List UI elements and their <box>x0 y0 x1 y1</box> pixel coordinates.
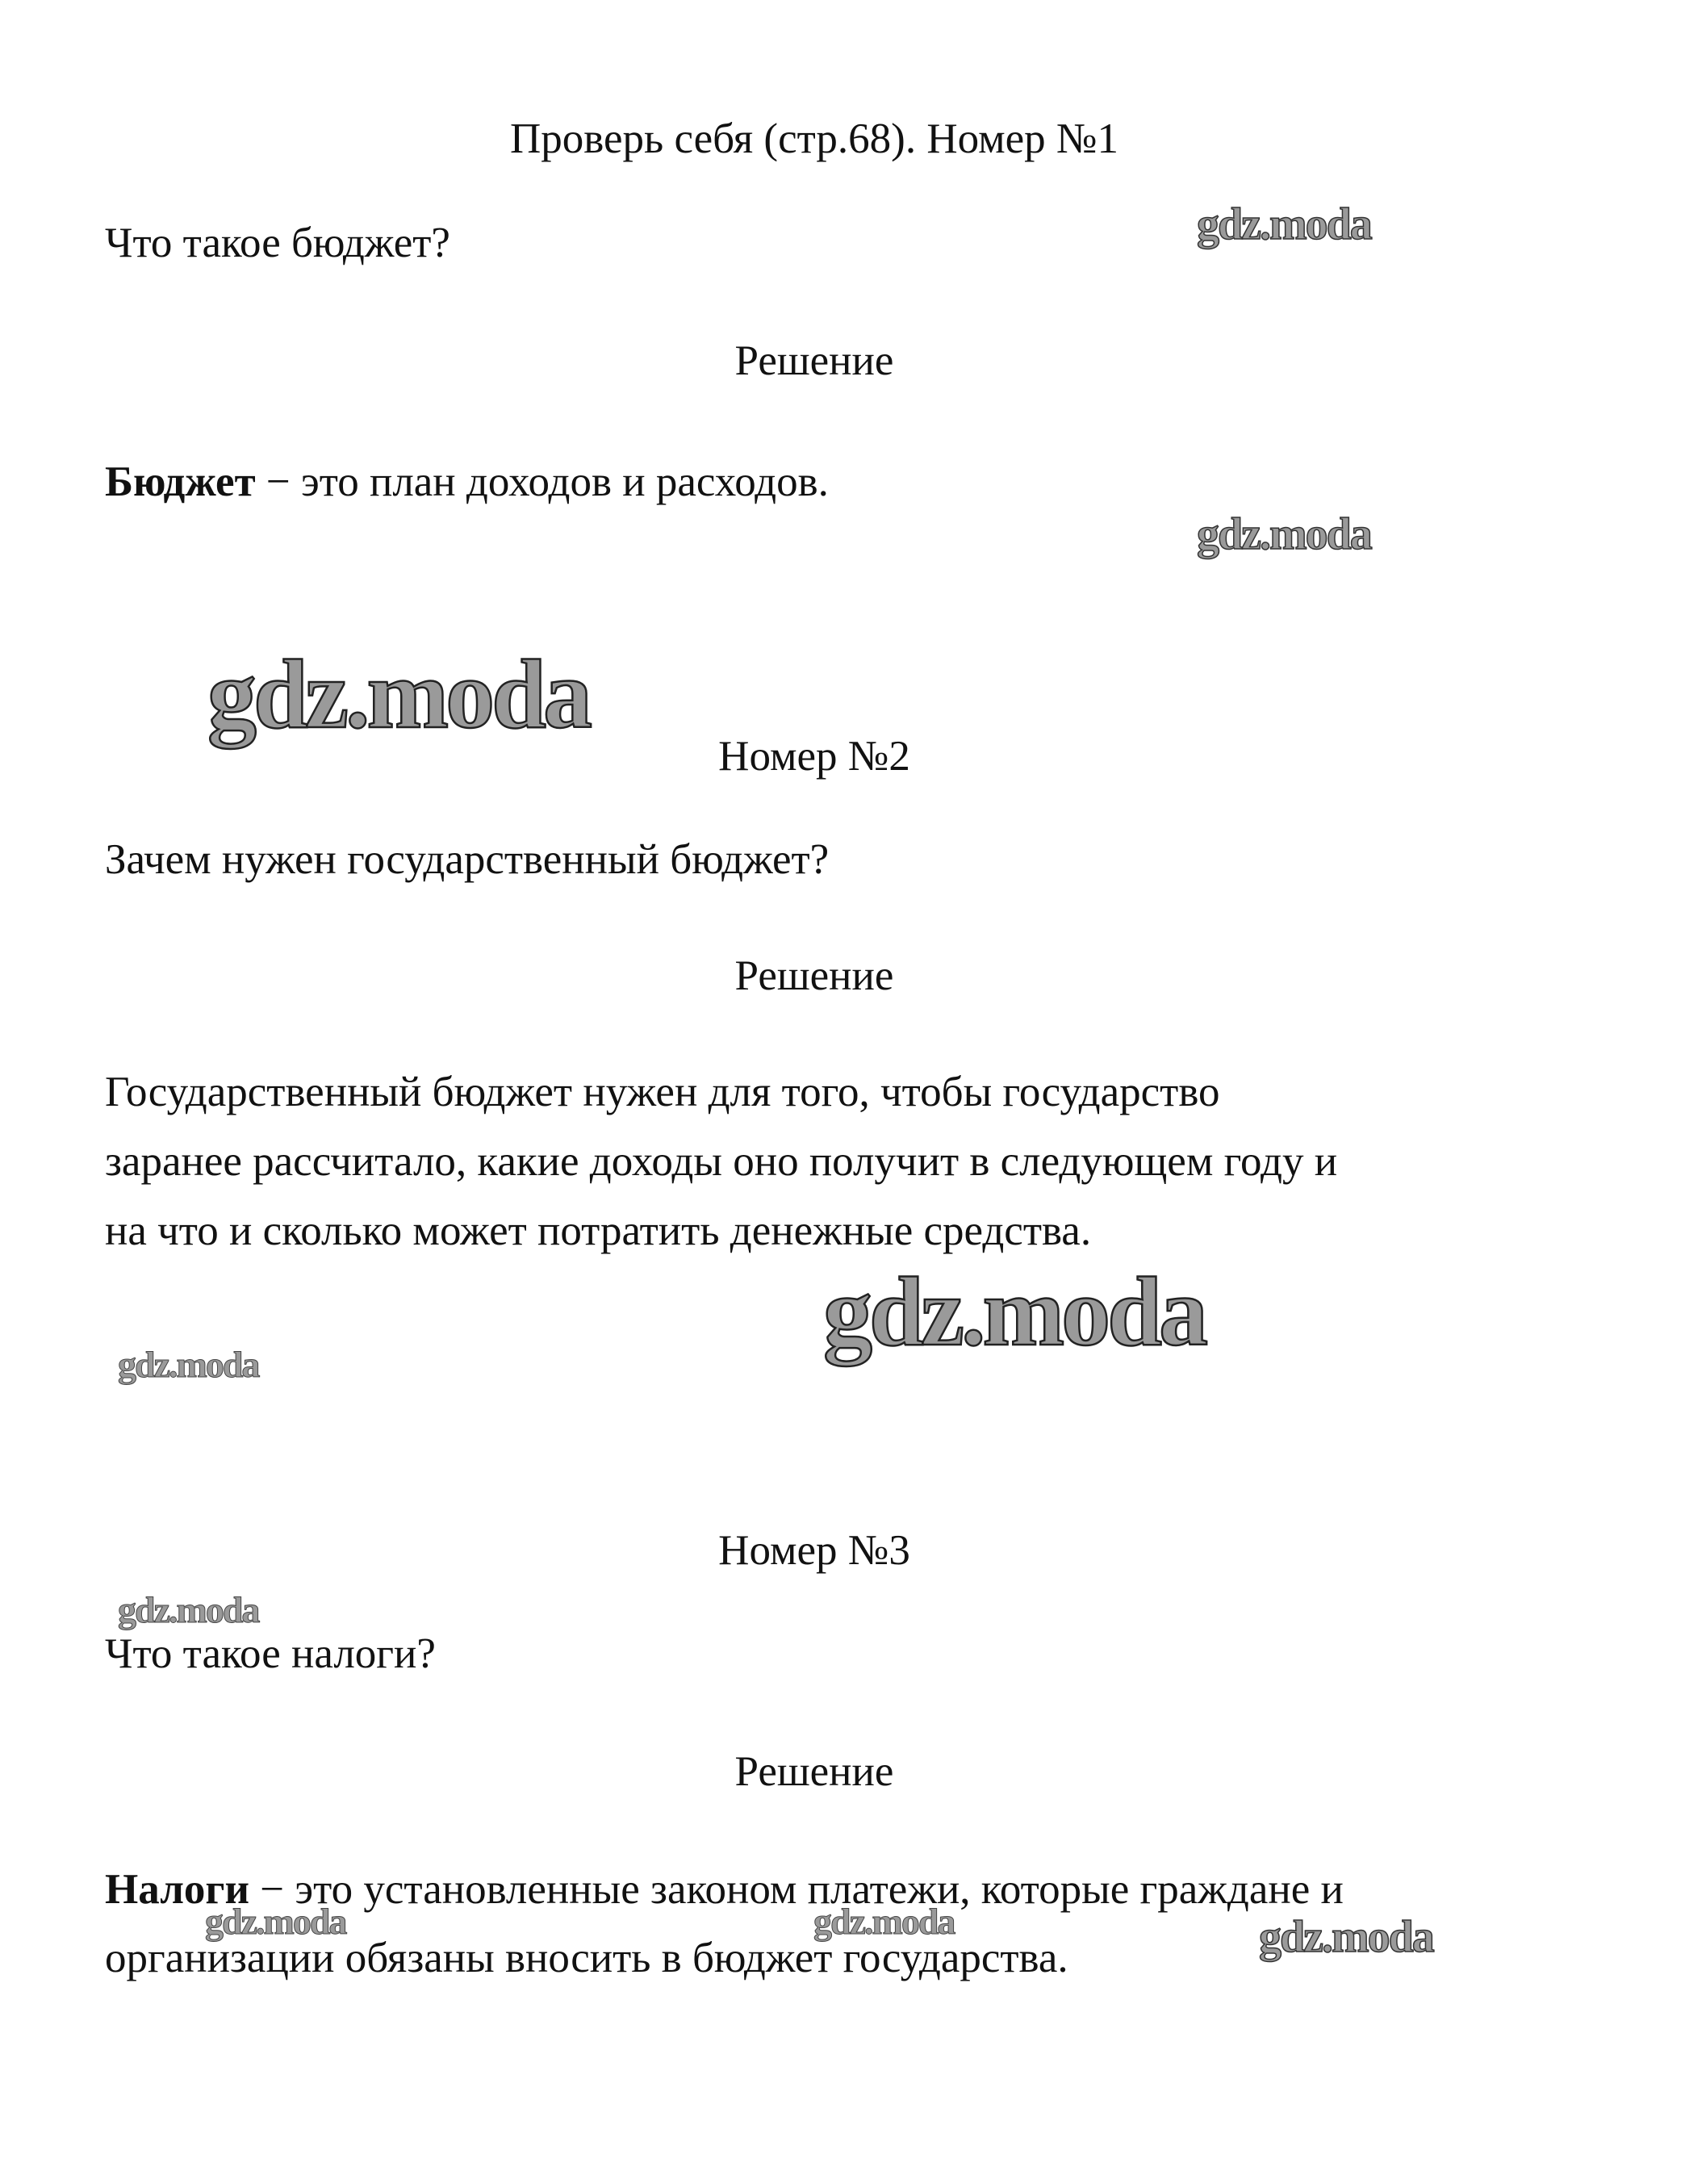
watermark: gdz.moda <box>823 1257 1205 1366</box>
number-3-title: Номер №3 <box>718 1527 910 1574</box>
answer-2-line: заранее рассчитало, какие доходы оно получит в следующем году и <box>105 1138 1338 1185</box>
watermark: gdz.moda <box>207 640 589 749</box>
solution-label-2: Решение <box>734 952 894 999</box>
watermark: gdz.moda <box>1197 199 1371 249</box>
term-budget: Бюджет <box>105 458 256 505</box>
question-1: Что такое бюджет? <box>105 220 450 266</box>
answer-3-line: организации обязаны вносить в бюджет государства. <box>105 1935 1068 1981</box>
watermark: gdz.moda <box>205 1901 346 1942</box>
watermark: gdz.moda <box>813 1901 955 1942</box>
watermark: gdz.moda <box>118 1589 259 1630</box>
watermark: gdz.moda <box>1259 1912 1433 1962</box>
watermark: gdz.moda <box>1197 509 1371 559</box>
answer-2-line: на что и сколько может потратить денежные средства. <box>105 1207 1092 1254</box>
page-title: Проверь себя (стр.68). Номер №1 <box>510 115 1118 162</box>
answer-3-text: − это установленные законом платежи, которые граждане и <box>249 1866 1344 1913</box>
term-taxes: Налоги <box>105 1866 250 1913</box>
solution-label-1: Решение <box>734 337 894 384</box>
watermark: gdz.moda <box>118 1344 259 1385</box>
solution-label-3: Решение <box>734 1748 894 1795</box>
question-3: Что такое налоги? <box>105 1630 436 1677</box>
answer-2 <box>105 1057 1557 1266</box>
number-2-title: Номер №2 <box>718 733 910 780</box>
answer-2-line: Государственный бюджет нужен для того, чтобы государство <box>105 1069 1220 1115</box>
answer-1-text: − это план доходов и расходов. <box>255 458 829 505</box>
question-2: Зачем нужен государственный бюджет? <box>105 836 830 883</box>
answer-1 <box>105 458 829 506</box>
